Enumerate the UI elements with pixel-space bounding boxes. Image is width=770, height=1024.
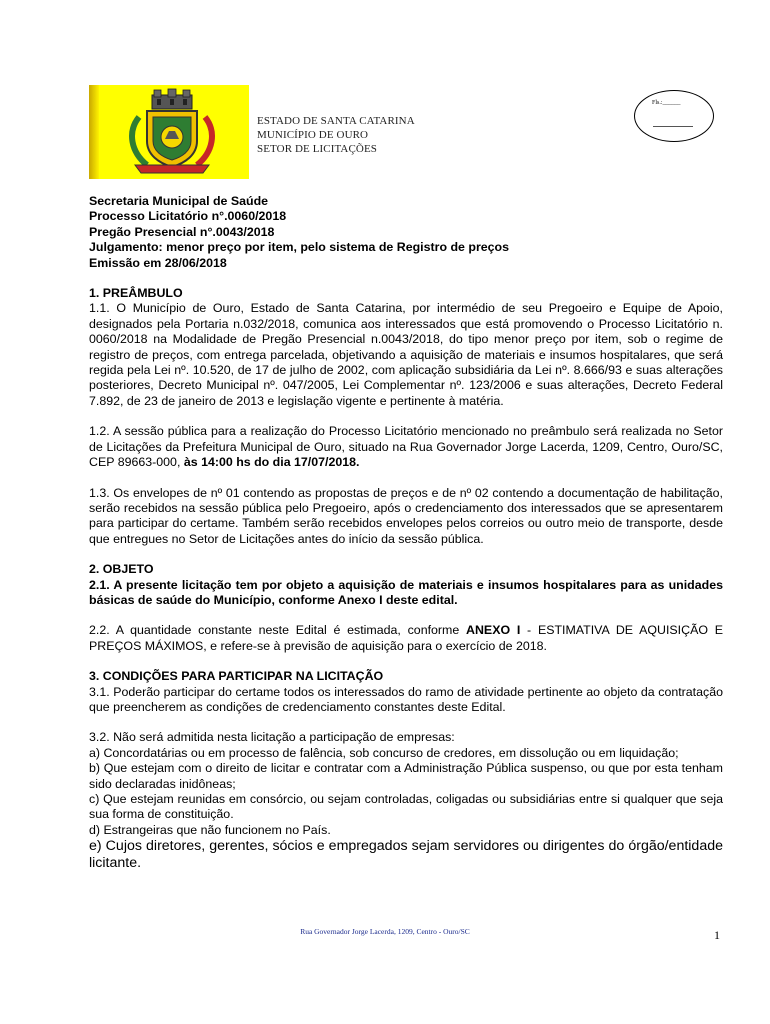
paragraph-2-2-text-b: - ESTIMATIVA DE AQUISIÇÃO E PREÇOS MÁXIMOS, e refere-se à previsão de aquisição para o exercício de 2018. (89, 623, 724, 653)
item-3-2-a: a) Concordatárias ou em processo de falência, sob concurso de credores, em dissolução ou em liquidação; (89, 745, 679, 760)
item-3-2-b: b) Que estejam com o direito de licitar e contratar com a Administração Pública suspenso, ou que por esta tenham sido declaradas inidôneas; (89, 761, 723, 791)
paragraph-3-1: 3.1. Poderão participar do certame todos os interessados do ramo de atividade pertinente ao objeto da contratação que preencherem as condições de credenciamento constantes deste Edital. (89, 684, 723, 714)
section-3-title: 3. CONDIÇÕES PARA PARTICIPAR NA LICITAÇÃO (89, 669, 384, 684)
paragraph-2-1: 2.1. A presente licitação tem por objeto a aquisição de materiais e insumos hospitalares para as unidades básicas de saúde do Município, conforme Anexo I deste edital. (89, 577, 723, 607)
paragraph-1-3: 1.3. Os envelopes de nº 01 contendo as propostas de preços e de nº 02 contendo a documentação de habilitação, serão recebidos na sessão pública pelo Pregoeiro, após o credenciamento dos interessados que se apresentarem para participar do certame. Também serão recebidos envelopes pelos correios ou outro meio de transporte, desde que entregues no Setor de Licitações antes do início da sessão pública. (89, 485, 723, 546)
secretaria-line: Secretaria Municipal de Saúde (89, 194, 269, 208)
municipal-coat-of-arms-logo (89, 85, 249, 179)
item-3-2-d: d) Estrangeiras que não funcionem no País. (89, 822, 331, 837)
letterhead (257, 114, 415, 156)
page-number: 1 (714, 928, 720, 942)
stamp-signature-line (653, 126, 693, 127)
item-3-2-e: e) Cujos diretores, gerentes, sócios e empregados sejam servidores ou dirigentes do órgão/entidade licitante. (89, 838, 723, 872)
document-body (89, 194, 723, 872)
paragraph-2-2-text-a: 2.2. A quantidade constante neste Edital é estimada, conforme (89, 623, 467, 638)
logo-shadow-stripe (89, 85, 99, 179)
state-name: ESTADO DE SANTA CATARINA (257, 115, 415, 127)
pregao-line: Pregão Presencial n°.0043/2018 (89, 224, 275, 239)
session-datetime: às 14:00 hs do dia 17/07/2018. (183, 455, 360, 470)
item-3-2-c: c) Que estejam reunidas em consórcio, ou sejam controladas, coligadas ou subsidiárias entre si qualquer que seja sua forma de constituição. (89, 792, 723, 822)
municipality-name: MUNICÍPIO DE OURO (257, 129, 369, 141)
paragraph-1-2-text: 1.2. A sessão pública para a realização do Processo Licitatório mencionado no preâmbulo será realizada no Setor de Licitações da Prefeitura Municipal de Ouro, situado na Rua Governador Jorge Lacerda, 1209, Centro, Ouro/SC, CEP 89663-000, (89, 424, 723, 470)
sector-name: SETOR DE LICITAÇÕES (257, 143, 377, 155)
processo-line: Processo Licitatório n°.0060/2018 (89, 209, 287, 224)
emissao-line: Emissão em 28/06/2018 (89, 255, 227, 270)
page-stamp (634, 90, 714, 142)
paragraph-3-2: 3.2. Não será admitida nesta licitação a participação de empresas: (89, 730, 455, 745)
julgamento-line: Julgamento: menor preço por item, pelo sistema de Registro de preços (89, 240, 510, 255)
annex-reference: ANEXO I (466, 623, 521, 638)
paragraph-1-2 (89, 424, 723, 470)
stamp-label: Fls.:______ (652, 100, 681, 106)
footer-address: Rua Governador Jorge Lacerda, 1209, Centro - Ouro/SC (300, 927, 470, 936)
coat-of-arms-icon (117, 87, 227, 177)
paragraph-1-1: 1.1. O Município de Ouro, Estado de Santa Catarina, por intermédio de seu Pregoeiro e Equipe de Apoio, designados pela Portaria n.032/2018, comunica aos interessados que está promovendo o Processo Licitatório n. 0060/2018 na Modalidade de Pregão Presencial n.0043/2018, do tipo menor preço por item, sob o regime de registro de preços, com entrega parcelada, objetivando a aquisição de materiais e insumos hospitalares, que será regida pela Lei nº. 10.520, de 17 de julho de 2002, com aplicação subsidiária da Lei nº. 8.666/93 e suas alterações posteriores, Decreto Municipal nº. 047/2005, Lei Complementar nº. 123/2006 e suas alterações, Decreto Federal 7.892, de 23 de janeiro de 2013 e legislação vigente e pertinente à matéria. (89, 301, 723, 408)
section-1-title: 1. PREÂMBULO (89, 286, 183, 301)
paragraph-2-2 (89, 623, 723, 654)
section-2-title: 2. OBJETO (89, 562, 154, 577)
